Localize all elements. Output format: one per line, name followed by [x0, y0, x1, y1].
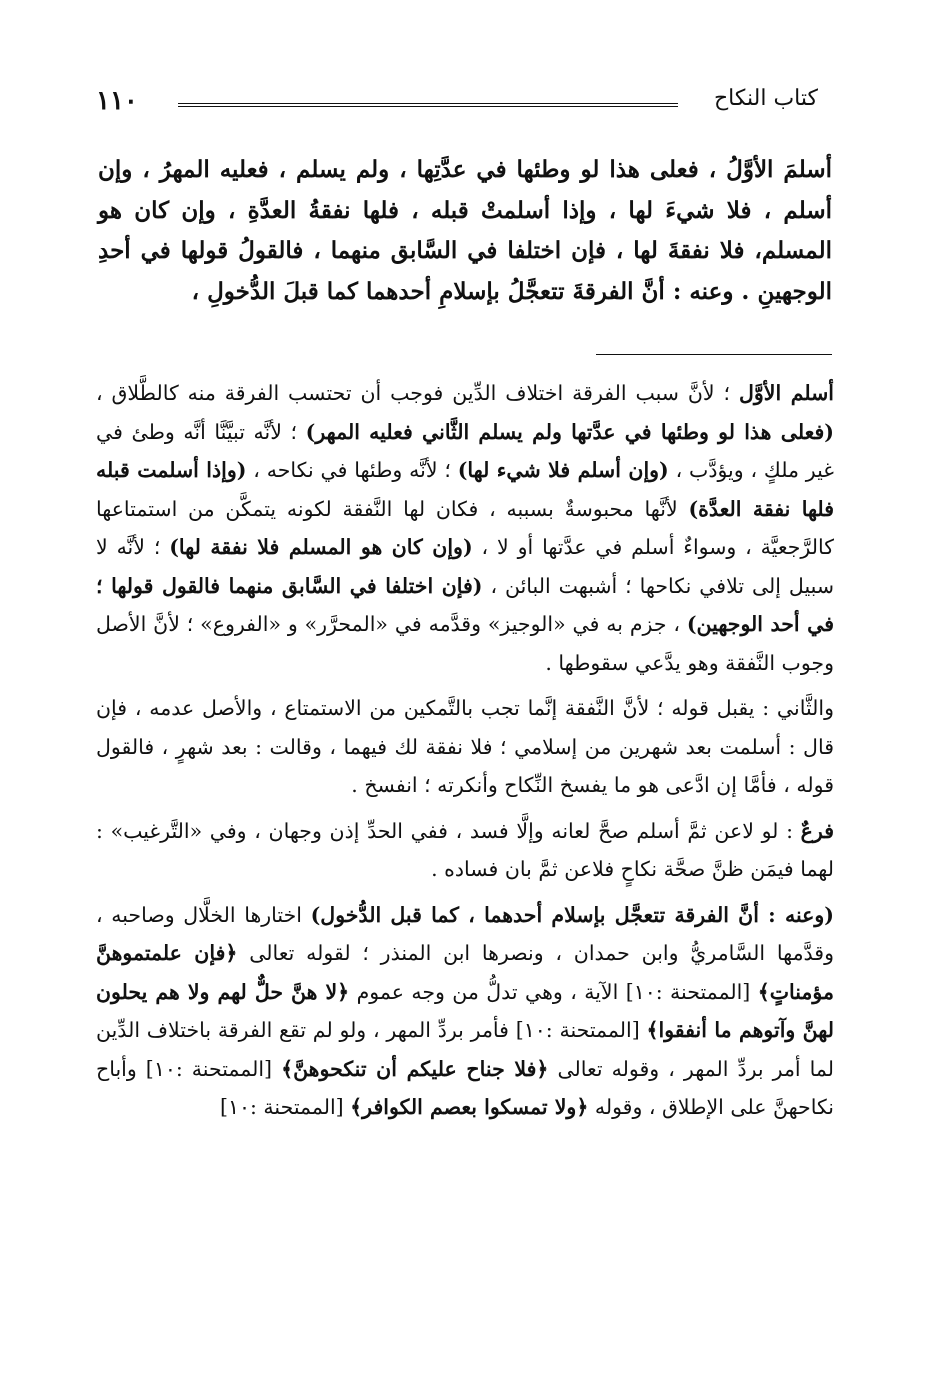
book-title: كتاب النكاح: [713, 86, 818, 111]
text-segment: [الممتحنة :١٠] الآية ، وهي تدلُّ من وجه عموم: [349, 979, 758, 1004]
bold-quote-segment: (وإن أسلم فلا شيء لها): [457, 458, 669, 482]
commentary: [96, 374, 834, 1134]
bold-quote-segment: (وإذا أسلمت قبله فلها نفقة العدَّة): [96, 458, 834, 521]
bold-quote-segment: (وإن كان هو المسلم فلا نفقة لها): [169, 535, 473, 559]
text-segment: اختارها الخلَّال وصاحبه ، وقدَّمها السَّامريُّ وابن حمدان ، ونصرها ابن المنذر ؛ لقوله تعالى: [96, 902, 835, 965]
bold-quote-segment: (فإن اختلفا في السَّابق منهما فالقول قولها ؛ في أحد الوجهين): [96, 573, 834, 636]
page-number: ١١٠: [96, 86, 138, 116]
bold-quote-segment: (فعلى هذا لو وطئها في عدَّتها ولم يسلم الثَّاني فعليه المهر): [305, 419, 834, 444]
commentary-paragraph-2: [96, 689, 834, 805]
commentary-paragraph-3: [96, 812, 834, 889]
text-segment: لأنَّها محبوسةٌ بسببه ، فكان لها النَّفقة لكونه يتمكَّن من استمتاعها كالرَّجعيَّة ، وسواءٌ أسلم في عدَّتها أو لا ،: [96, 496, 834, 559]
text-segment: ؛ لأنَّه لا سبيل إلى تلافي نكاحها ؛ أشبهت البائن ،: [96, 535, 835, 598]
text-segment: ؛ لأنَّ سبب الفرقة اختلاف الدِّين فوجب أن تحتسب الفرقة منه كالطَّلاق ،: [96, 381, 739, 405]
commentary-paragraph-1: [96, 374, 834, 682]
text-segment: ؛ لأنَّه تبيَّنَّا أنَّه وطئ في غير ملكٍ ، ويؤدَّب ،: [96, 419, 835, 482]
bold-quote-segment: فرعٌ: [800, 818, 834, 843]
bold-quote-segment: ﴿فإن علمتموهنَّ مؤمناتٍ﴾: [96, 941, 834, 1004]
text-segment: ، جزم به في «الوجيز» وقدَّمه في «المحرَّر» و «الفروع» ؛ لأنَّ الأصل وجوب النَّفقة وهو يدَّعي سقوطها .: [96, 612, 834, 675]
bold-quote-segment: أسلم الأوَّل: [738, 381, 835, 405]
commentary-paragraph-4: [96, 896, 834, 1127]
bold-quote-segment: ﴿لا هنَّ حلٌّ لهم ولا هم يحلون لهنَّ وآتوهم ما أنفقوا﴾: [96, 979, 834, 1042]
text-segment: : لو لاعن ثمَّ أسلم صحَّ لعانه وإلَّا فسد ، ففي الحدِّ إذن وجهان ، وفي «التَّرغيب» : لهما فيمَن ظنَّ صحَّة نكاحٍ فلاعن ثمَّ بان فساده .: [96, 818, 834, 881]
text-segment: [الممتحنة :١٠] وأباح نكاحهنَّ على الإطلاق ، وقوله: [96, 1056, 834, 1119]
text-segment: [الممتحنة :١٠]: [219, 1095, 351, 1119]
bold-quote-segment: ﴿فلا جناح عليكم أن تنكحوهنَّ﴾: [281, 1056, 549, 1081]
text-segment: والثَّاني : يقبل قوله ؛ لأنَّ النَّفقة إنَّما تجب بالتَّمكين من الاستمتاع ، والأصل عدمه ، فإن قال : أسلمت بعد شهرين من إسلامي ؛ فلا نفقة لك فيهما ، وقالت : بعد شهرٍ ، فالقول قوله ، فأمَّا إن ادَّعى هو ما يفسخ النِّكاح وأنكرته ؛ انفسخ .: [96, 696, 834, 797]
bold-quote-segment: (وعنه : أنَّ الفرقة تتعجَّل بإسلام أحدهما ، كما قبل الدُّخول): [310, 902, 834, 927]
main-text: أسلمَ الأوَّلُ ، فعلى هذا لو وطئها في عدَّتِها ، ولم يسلم ، فعليه المهرُ ، وإن أسلم ، فلا شيءَ لها ، وإذا أسلمتْ قبله ، فلها نفقةُ العدَّةِ ، وإن كان هو المسلم، فلا نفقةَ لها ، فإن اختلفا في السَّابق منهما ، فالقولُ قولها في أحدِ الوجهينِ . وعنه : أنَّ الفرقةَ تتعجَّلُ بإسلامِ أحدهما كما قبلَ الدُّخولِ ،: [98, 156, 832, 305]
page-header: [96, 86, 818, 122]
text-segment: ؛ لأنَّه وطئها في نكاحه ،: [246, 458, 458, 482]
text-segment: [الممتحنة :١٠] فأمر بردِّ المهر ، ولو لم تقع الفرقة باختلاف الدِّين لما أمر بردِّ المهر ، وقوله تعالى: [96, 1018, 835, 1081]
header-rule: [178, 103, 678, 107]
bold-quote-segment: ﴿ولا تمسكوا بعصم الكوافر﴾: [350, 1095, 589, 1119]
footnote-divider: [596, 354, 832, 355]
